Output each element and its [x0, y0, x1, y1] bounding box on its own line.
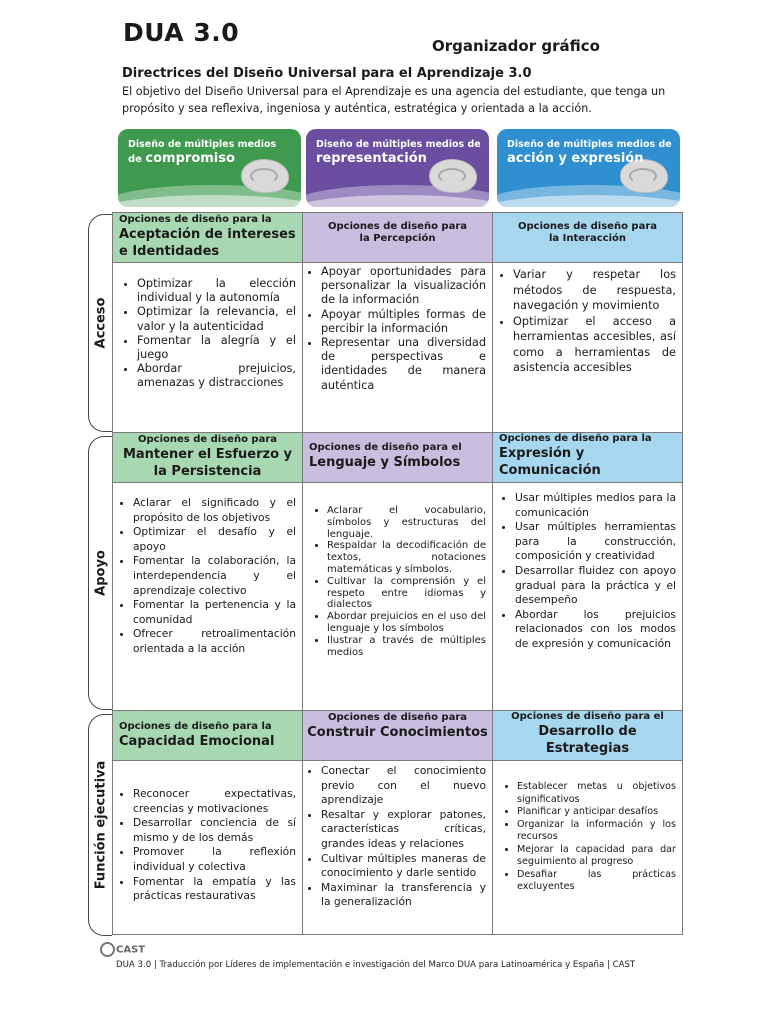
organizer-label: Organizador gráfico	[432, 37, 600, 55]
list-item: • Desarrollar fluidez con apoyo gradual para la práctica y el desempeño	[515, 564, 676, 608]
banner-line1: Diseño de múltiples medios de	[507, 139, 672, 150]
list-item: • Desarrollar conciencia de sí mismo y de los demás	[133, 816, 296, 845]
list-item: • Resaltar y explorar patones, características críticas, grandes ideas y relaciones	[321, 808, 486, 852]
list-item: • Reconocer expectativas, creencias y motivaciones	[133, 787, 296, 816]
brain-icon	[429, 159, 477, 193]
document-subtitle: Directrices del Diseño Universal para el Aprendizaje 3.0	[122, 66, 532, 81]
header-expression-communication: Opciones de diseño para la Expresión y Comunicación	[492, 432, 683, 483]
cell-apoyo-compromiso	[112, 482, 303, 711]
list-item: • Fomentar la empatía y las prácticas restaurativas	[133, 875, 296, 904]
list-item: • Usar múltiples herramientas para la construcción, composición y creatividad	[515, 520, 676, 564]
list-item: • Ofrecer retroalimentación orientada a la acción	[133, 627, 296, 656]
list-item: • Organizar la información y los recursos	[517, 819, 676, 844]
list-item: • Usar múltiples medios para la comunicación	[515, 491, 676, 520]
header-build-knowledge: Opciones de diseño para Construir Conocimientos	[302, 710, 493, 761]
list-item: • Abordar prejuicios, amenazas y distracciones	[137, 362, 296, 390]
header-effort-persistence: Opciones de diseño para Mantener el Esfuerzo y la Persistencia	[112, 432, 303, 483]
list-item: • Optimizar el desafío y el apoyo	[133, 525, 296, 554]
banner-representation	[306, 129, 489, 207]
banner-line2: representación	[316, 151, 427, 166]
list-item: • Optimizar la relevancia, el valor y la autenticidad	[137, 305, 296, 333]
list-item: • Cultivar múltiples maneras de conocimiento y darle sentido	[321, 852, 486, 881]
header-interaction: Opciones de diseño para la Interacción	[492, 212, 683, 263]
list-item: • Planificar y anticipar desafíos	[517, 806, 676, 819]
list-item: • Apoyar múltiples formas de percibir la información	[321, 308, 486, 336]
banner-line1: Diseño de múltiples medios de	[316, 139, 481, 150]
cast-logo-icon: CAST	[100, 942, 145, 957]
row-label-apoyo: Apoyo	[88, 436, 112, 710]
list-item: • Aclarar el vocabulario, símbolos y estructuras del lenguaje.	[327, 505, 486, 540]
list-item: • Promover la reflexión individual y colectiva	[133, 845, 296, 874]
cell-acceso-representacion	[302, 262, 493, 433]
header-strategy-development: Opciones de diseño para el Desarrollo de Estrategias	[492, 710, 683, 761]
list-item: • Abordar prejuicios en el uso del lenguaje y los símbolos	[327, 611, 486, 635]
list-item: • Fomentar la alegría y el juego	[137, 334, 296, 362]
list-item: • Maximinar la transferencia y la generalización	[321, 881, 486, 910]
banner-engagement	[118, 129, 301, 207]
list-item: • Abordar los prejuicios relacionados con los modos de expresión y comunicación	[515, 608, 676, 652]
row-label-acceso: Acceso	[88, 214, 112, 432]
footer-credits: DUA 3.0 | Traducción por Líderes de implementación e investigación del Marco DUA para Latinoamérica y España | CAST	[116, 960, 636, 970]
banner-line2: de compromiso	[128, 151, 235, 166]
header-acceptance-identities: Opciones de diseño para la Aceptación de intereses e Identidades	[112, 212, 303, 263]
cell-funcion-accion	[492, 760, 683, 935]
intro-paragraph: El objetivo del Diseño Universal para el Aprendizaje es una agencia del estudiante, que tenga un propósito y sea reflexiva, ingeniosa y auténtica, estratégica y orientada a la acción.	[122, 85, 666, 115]
list-item: • Optimizar el acceso a herramientas accesibles, así como a herramientas de asistencia accesibles	[513, 314, 676, 376]
list-item: • Mejorar la capacidad para dar seguimiento al progreso	[517, 844, 676, 869]
banner-action-expression	[497, 129, 680, 207]
list-item: • Desafiar las prácticas excluyentes	[517, 869, 676, 894]
cell-acceso-compromiso	[112, 262, 303, 433]
list-item: • Fomentar la pertenencia y la comunidad	[133, 598, 296, 627]
banner-line2: acción y expresión	[507, 151, 644, 166]
list-item: • Representar una diversidad de perspectivas e identidades de manera auténtica	[321, 336, 486, 393]
list-item: • Fomentar la colaboración, la interdependencia y el aprendizaje colectivo	[133, 554, 296, 598]
list-item: • Aclarar el significado y el propósito de los objetivos	[133, 496, 296, 525]
guidelines-grid	[112, 212, 683, 935]
header-emotional-capacity: Opciones de diseño para la Capacidad Emocional	[112, 710, 303, 761]
row-label-funcion-ejecutiva: Función ejecutiva	[88, 714, 112, 936]
cell-acceso-accion	[492, 262, 683, 433]
cell-funcion-representacion	[302, 760, 493, 935]
cell-apoyo-accion	[492, 482, 683, 711]
list-item: • Respaldar la decodificación de textos, notaciones matemáticas y símbolos.	[327, 540, 486, 575]
brain-icon	[241, 159, 289, 193]
list-item: • Establecer metas u objetivos significativos	[517, 781, 676, 806]
list-item: • Optimizar la elección individual y la autonomía	[137, 277, 296, 305]
header-perception: Opciones de diseño para la Percepción	[302, 212, 493, 263]
banner-line1: Diseño de múltiples medios	[128, 139, 277, 150]
document-title: DUA 3.0	[123, 18, 240, 47]
list-item: • Ilustrar a través de múltiples medios	[327, 635, 486, 659]
list-item: • Variar y respetar los métodos de respuesta, navegación y movimiento	[513, 267, 676, 314]
list-item: • Conectar el conocimiento previo con el nuevo aprendizaje	[321, 764, 486, 808]
header-language-symbols: Opciones de diseño para el Lenguaje y Símbolos	[302, 432, 493, 483]
list-item: • Apoyar oportunidades para personalizar la visualización de la información	[321, 265, 486, 308]
list-item: • Cultivar la comprensión y el respeto entre idiomas y dialectos	[327, 576, 486, 611]
cell-funcion-compromiso	[112, 760, 303, 935]
cell-apoyo-representacion	[302, 482, 493, 711]
